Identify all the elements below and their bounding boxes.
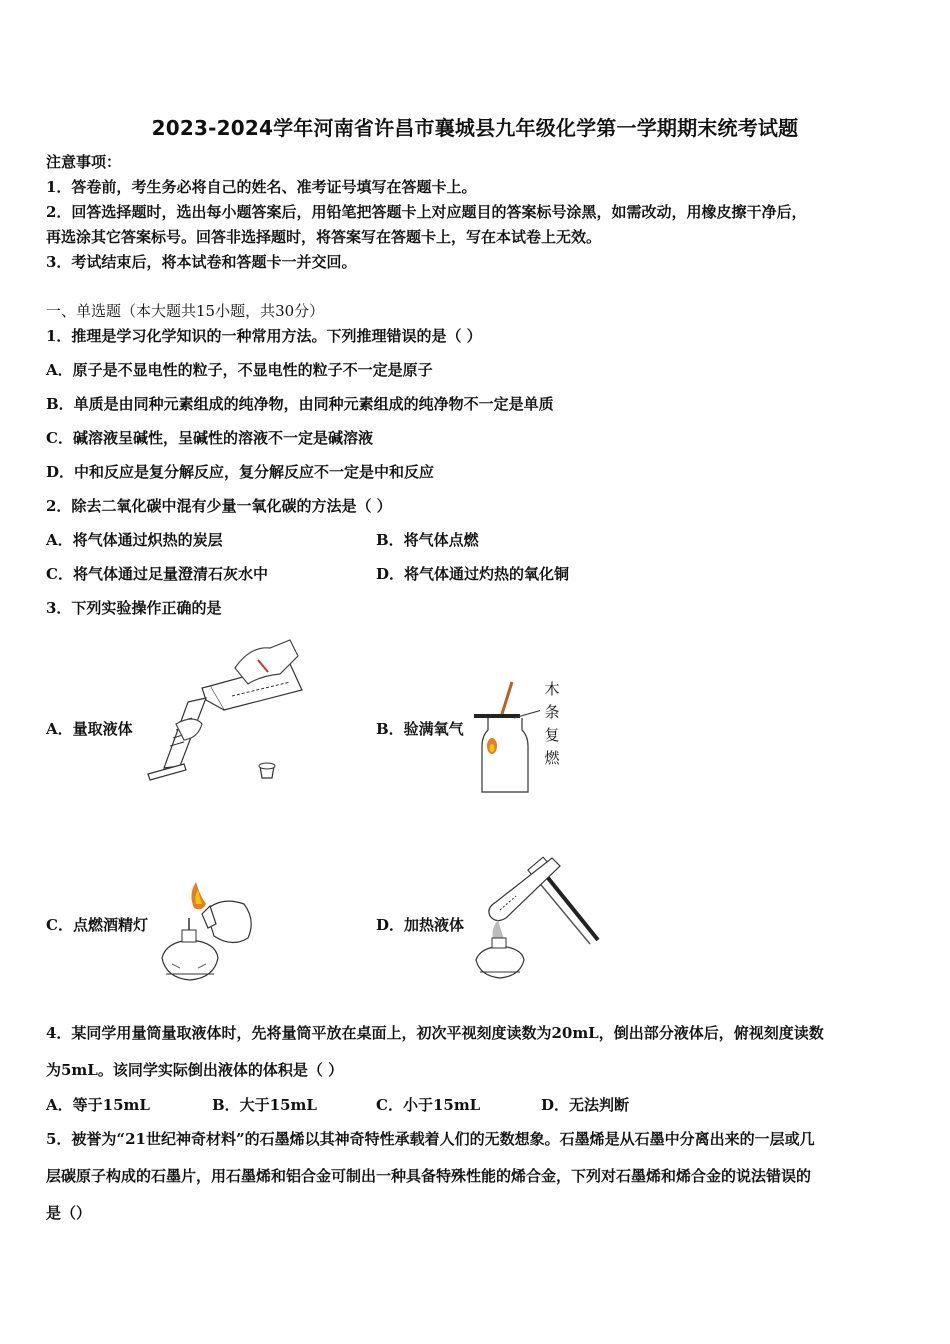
figure-b-label-char: 条: [544, 703, 560, 721]
question-3-stem: 3．下列实验操作正确的是: [46, 599, 222, 617]
question-3-option-a: A．量取液体: [46, 720, 133, 738]
question-2-option-a: A．将气体通过炽热的炭层: [46, 531, 223, 549]
question-1-option-b: B．单质是由同种元素组成的纯净物，由同种元素组成的纯净物不一定是单质: [46, 395, 554, 413]
page-title: 2023-2024学年河南省许昌市襄城县九年级化学第一学期期末统考试题: [151, 116, 799, 140]
alcohol-lamp-lighting-figure: [152, 878, 262, 990]
question-2-option-b: B．将气体点燃: [376, 531, 479, 549]
question-1-option-a: A．原子是不显电性的粒子，不显电性的粒子不一定是原子: [46, 361, 433, 379]
notice-item: 再选涂其它答案标号。回答非选择题时，将答案写在答题卡上，写在本试卷上无效。: [46, 228, 602, 246]
question-2-stem: 2．除去二氧化碳中混有少量一氧化碳的方法是（ ）: [46, 497, 392, 515]
test-tube-heating-figure: [470, 852, 606, 984]
question-1-stem: 1．推理是学习化学知识的一种常用方法。下列推理错误的是（ ）: [46, 327, 482, 345]
notice-item: 3．考试结束后，将本试卷和答题卡一并交回。: [46, 253, 357, 271]
gas-bottle-splint-figure: [470, 670, 540, 796]
question-3-option-b: B．验满氧气: [376, 720, 464, 738]
figure-b-label-char: 燃: [544, 749, 560, 767]
section-heading: 一、单选题（本大题共15小题，共30分）: [46, 302, 325, 320]
notice-item: 1．答卷前，考生务必将自己的姓名、准考证号填写在答题卡上。: [46, 178, 477, 196]
question-4-option-a: A．等于15mL: [46, 1096, 150, 1114]
question-1-option-c: C．碱溶液呈碱性，呈碱性的溶液不一定是碱溶液: [46, 429, 373, 447]
question-2-option-d: D．将气体通过灼热的氧化铜: [376, 565, 570, 583]
question-3-option-d: D．加热液体: [376, 916, 465, 934]
question-2-option-c: C．将气体通过足量澄清石灰水中: [46, 565, 268, 583]
graduated-cylinder-pouring-figure: [140, 628, 310, 788]
notice-heading: 注意事项：: [46, 153, 122, 171]
question-4-line: 为5mL。该同学实际倒出液体的体积是（ ）: [46, 1061, 344, 1079]
figure-b-label-char: 木: [544, 680, 560, 698]
question-4-line: 4．某同学用量筒量取液体时，先将量筒平放在桌面上，初次平视刻度读数为20mL，倒出部分液体后，俯视刻度读数: [46, 1024, 824, 1042]
figure-b-label-char: 复: [544, 726, 560, 744]
question-5-line: 层碳原子构成的石墨片，用石墨烯和铝合金可制出一种具备特殊性能的烯合金，下列对石墨烯和烯合金的说法错误的: [46, 1167, 812, 1185]
question-4-option-c: C．小于15mL: [376, 1096, 481, 1114]
question-1-option-d: D．中和反应是复分解反应，复分解反应不一定是中和反应: [46, 463, 435, 481]
question-5-line: 是（）: [46, 1204, 92, 1222]
question-4-option-b: B．大于15mL: [212, 1096, 317, 1114]
question-3-option-c: C．点燃酒精灯: [46, 916, 148, 934]
question-5-line: 5．被誉为“21世纪神奇材料”的石墨烯以其神奇特性承载着人们的无数想象。石墨烯是从石墨中分离出来的一层或几: [46, 1130, 815, 1148]
question-4-option-d: D．无法判断: [541, 1096, 630, 1114]
notice-item: 2．回答选择题时，选出每小题答案后，用铅笔把答题卡上对应题目的答案标号涂黑，如需改动，用橡皮擦干净后，: [46, 203, 807, 221]
